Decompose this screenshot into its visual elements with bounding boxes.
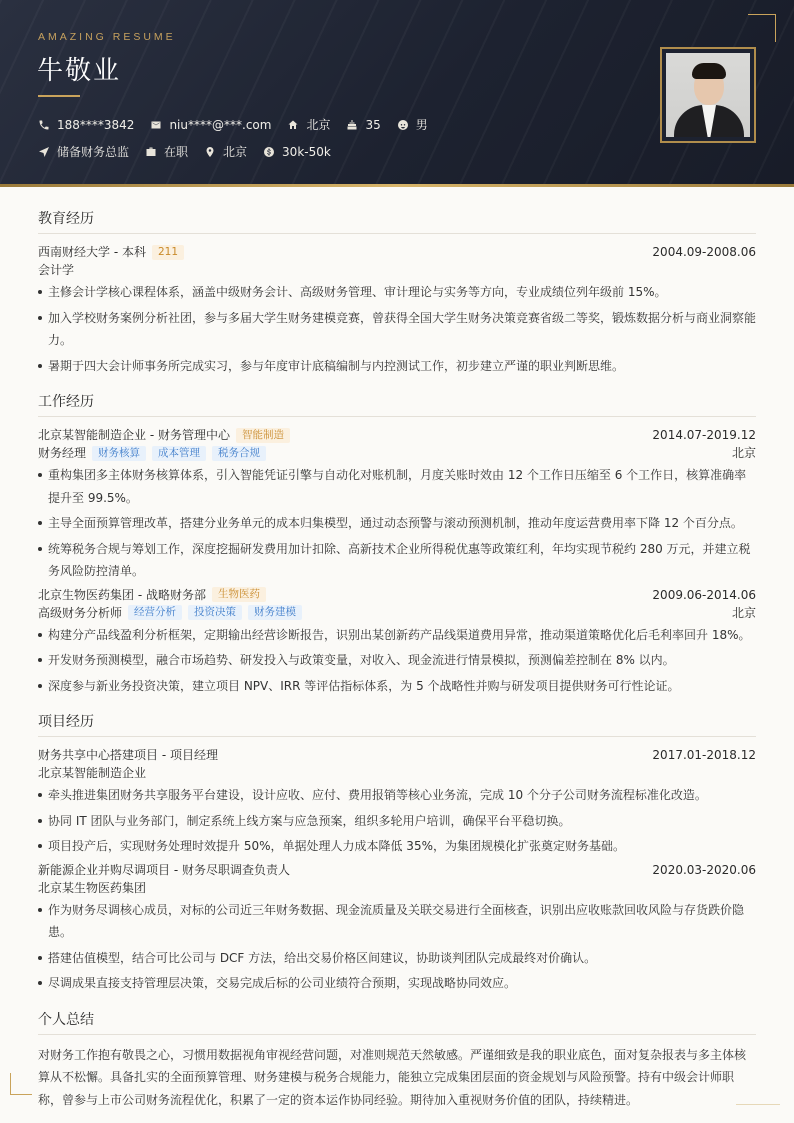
company-name: 北京某智能制造企业 - 财务管理中心 xyxy=(38,428,230,442)
skill-tag: 财务建模 xyxy=(248,605,302,620)
list-item: 主导全面预算管理改革，搭建分业务单元的成本归集模型，通过动态预警与滚动预测机制，推动年度运营费用率下降 12 个百分点。 xyxy=(38,512,756,535)
industry-tag: 生物医药 xyxy=(212,587,266,602)
work-section xyxy=(38,391,756,697)
skill-tag: 税务合规 xyxy=(212,446,266,461)
corner-ornament xyxy=(10,1073,32,1095)
skill-tag: 经营分析 xyxy=(128,605,182,620)
job-target-text: 储备财务总监 xyxy=(57,145,130,159)
resume-body xyxy=(38,208,756,1123)
name-underline xyxy=(38,95,80,97)
contact-phone[interactable] xyxy=(38,118,134,132)
project-period: 2017.01-2018.12 xyxy=(652,748,756,762)
resume-kicker: AMAZING RESUME xyxy=(38,31,176,43)
list-item: 暑期于四大会计师事务所完成实习，参与年度审计底稿编制与内控测试工作，初步建立严谨的职业判断思维。 xyxy=(38,355,756,378)
summary-text: 对财务工作抱有敬畏之心，习惯用数据视角审视经营问题，对准则规范天然敏感。严谨细致是我的职业底色，面对复杂报表与多主体核算从不松懈。具备扎实的全面预算管理、财务建模与税务合规能力，能独立完成集团层面的资金规划与风险预警。持有中级会计师职称，曾参与上市公司财务流程优化，积累了一定的资本运作协同经验。期待加入重视财务价值的团队，持续精进。 xyxy=(38,1047,747,1107)
footer-line xyxy=(736,1104,780,1105)
project-name: 新能源企业并购尽调项目 - 财务尽职调查负责人 xyxy=(38,862,290,877)
projects-section xyxy=(38,711,756,995)
work-bullets xyxy=(38,464,756,583)
resume-header xyxy=(0,0,794,184)
industry-tag: 智能制造 xyxy=(236,428,290,443)
project-org: 北京某智能制造企业 xyxy=(38,766,147,780)
job-status-text: 在职 xyxy=(164,145,189,159)
major: 会计学 xyxy=(38,263,75,277)
job-city-text: 北京 xyxy=(223,145,248,159)
salary-icon xyxy=(263,146,275,158)
job-target xyxy=(38,143,129,160)
email-text: niu****@***.com xyxy=(169,117,272,132)
work-city: 北京 xyxy=(731,446,756,460)
section-title: 项目经历 xyxy=(38,711,756,737)
education-entry xyxy=(38,243,756,377)
job-role: 财务经理 xyxy=(38,446,87,460)
job-salary xyxy=(263,145,331,159)
section-title: 个人总结 xyxy=(38,1009,756,1035)
work-city: 北京 xyxy=(731,605,756,620)
work-period: 2014.07-2019.12 xyxy=(652,428,756,442)
contact-home xyxy=(287,116,330,133)
skill-tag: 投资决策 xyxy=(188,605,242,620)
location-pin-icon xyxy=(204,146,216,158)
list-item: 重构集团多主体财务核算体系，引入智能凭证引擎与自动化对账机制，月度关账时效由 12 个工作日压缩至 6 个工作日，核算准确率提升至 99.5%。 xyxy=(38,464,756,509)
list-item: 开发财务预测模型，融合市场趋势、研发投入与政策变量，对收入、现金流进行情景模拟，预测偏差控制在 8% 以内。 xyxy=(38,649,756,672)
project-org: 北京某生物医药集团 xyxy=(38,880,147,895)
job-status xyxy=(145,143,188,160)
project-bullets xyxy=(38,899,756,995)
candidate-name: 牛敬业 xyxy=(37,56,122,86)
corner-ornament xyxy=(748,14,776,42)
mail-icon xyxy=(150,119,162,131)
job-city xyxy=(204,143,247,160)
education-period: 2004.09-2008.06 xyxy=(652,245,756,259)
contact-age xyxy=(346,118,380,132)
section-title: 工作经历 xyxy=(38,391,756,417)
home-text: 北京 xyxy=(306,118,331,132)
list-item: 加入学校财务案例分析社团，参与多届大学生财务建模竞赛，曾获得全国大学生财务决策竞赛省级二等奖，锻炼数据分析与商业洞察能力。 xyxy=(38,307,756,352)
list-item: 深度参与新业务投资决策，建立项目 NPV、IRR 等评估指标体系，为 5 个战略性并购与研发项目提供财务可行性论证。 xyxy=(38,675,756,698)
list-item: 搭建估值模型，结合可比公司与 DCF 方法，给出交易价格区间建议，协助谈判团队完成最终对价确认。 xyxy=(38,947,756,970)
skill-tag: 成本管理 xyxy=(152,446,206,461)
job-role: 高级财务分析师 xyxy=(38,605,123,620)
project-period: 2020.03-2020.06 xyxy=(652,862,756,877)
list-item: 项目投产后，实现财务处理时效提升 50%，单据处理人力成本降低 35%，为集团规模化扩张奠定财务基础。 xyxy=(38,835,756,858)
list-item: 统筹税务合规与筹划工作，深度挖掘研发费用加计扣除、高新技术企业所得税优惠等政策红利，年均实现节税约 280 万元，并建立税务风险防控清单。 xyxy=(38,538,756,583)
age-text: 35 xyxy=(365,117,381,132)
education-section xyxy=(38,208,756,377)
project-name: 财务共享中心搭建项目 - 项目经理 xyxy=(38,748,218,762)
project-bullets xyxy=(38,784,756,858)
project-entry xyxy=(38,746,756,858)
summary-section xyxy=(38,1009,756,1112)
school-tag: 211 xyxy=(152,245,184,260)
phone-icon xyxy=(38,119,50,131)
home-icon xyxy=(287,119,299,131)
phone-text: 188****3842 xyxy=(57,117,135,132)
section-title: 教育经历 xyxy=(38,208,756,234)
job-salary-text: 30k-50k xyxy=(282,144,331,159)
briefcase-icon xyxy=(145,146,157,158)
contact-row-personal xyxy=(38,116,444,133)
gender-text: 男 xyxy=(415,118,428,132)
education-bullets xyxy=(38,281,756,377)
list-item: 主修会计学核心课程体系，涵盖中级财务会计、高级财务管理、审计理论与实务等方向，专业成绩位列年级前 15%。 xyxy=(38,281,756,304)
list-item: 构建分产品线盈利分析框架，定期输出经营诊断报告，识别出某创新药产品线渠道费用异常，推动渠道策略优化后毛利率回升 18%。 xyxy=(38,624,756,647)
list-item: 协同 IT 团队与业务部门，制定系统上线方案与应急预案，组织多轮用户培训，确保平台平稳切换。 xyxy=(38,810,756,833)
contact-email[interactable] xyxy=(150,118,271,132)
cake-icon xyxy=(346,119,358,131)
project-entry xyxy=(38,861,756,995)
work-entry xyxy=(38,426,756,583)
header-divider xyxy=(0,184,794,187)
work-period: 2009.06-2014.06 xyxy=(652,587,756,602)
work-bullets xyxy=(38,624,756,698)
skill-tag: 财务核算 xyxy=(92,446,146,461)
work-entry xyxy=(38,586,756,698)
contact-row-job xyxy=(38,143,347,160)
company-name: 北京生物医药集团 - 战略财务部 xyxy=(38,587,206,602)
profile-photo xyxy=(660,47,756,143)
gender-icon xyxy=(397,119,409,131)
send-icon xyxy=(38,146,50,158)
list-item: 牵头推进集团财务共享服务平台建设，设计应收、应付、费用报销等核心业务流，完成 10 个分子公司财务流程标准化改造。 xyxy=(38,784,756,807)
list-item: 尽调成果直接支持管理层决策，交易完成后标的公司业绩符合预期，实现战略协同效应。 xyxy=(38,972,756,995)
school-name: 西南财经大学 - 本科 xyxy=(38,245,146,259)
contact-gender xyxy=(397,116,428,133)
list-item: 作为财务尽调核心成员，对标的公司近三年财务数据、现金流质量及关联交易进行全面核查，识别出应收账款回收风险与存货跌价隐患。 xyxy=(38,899,756,944)
